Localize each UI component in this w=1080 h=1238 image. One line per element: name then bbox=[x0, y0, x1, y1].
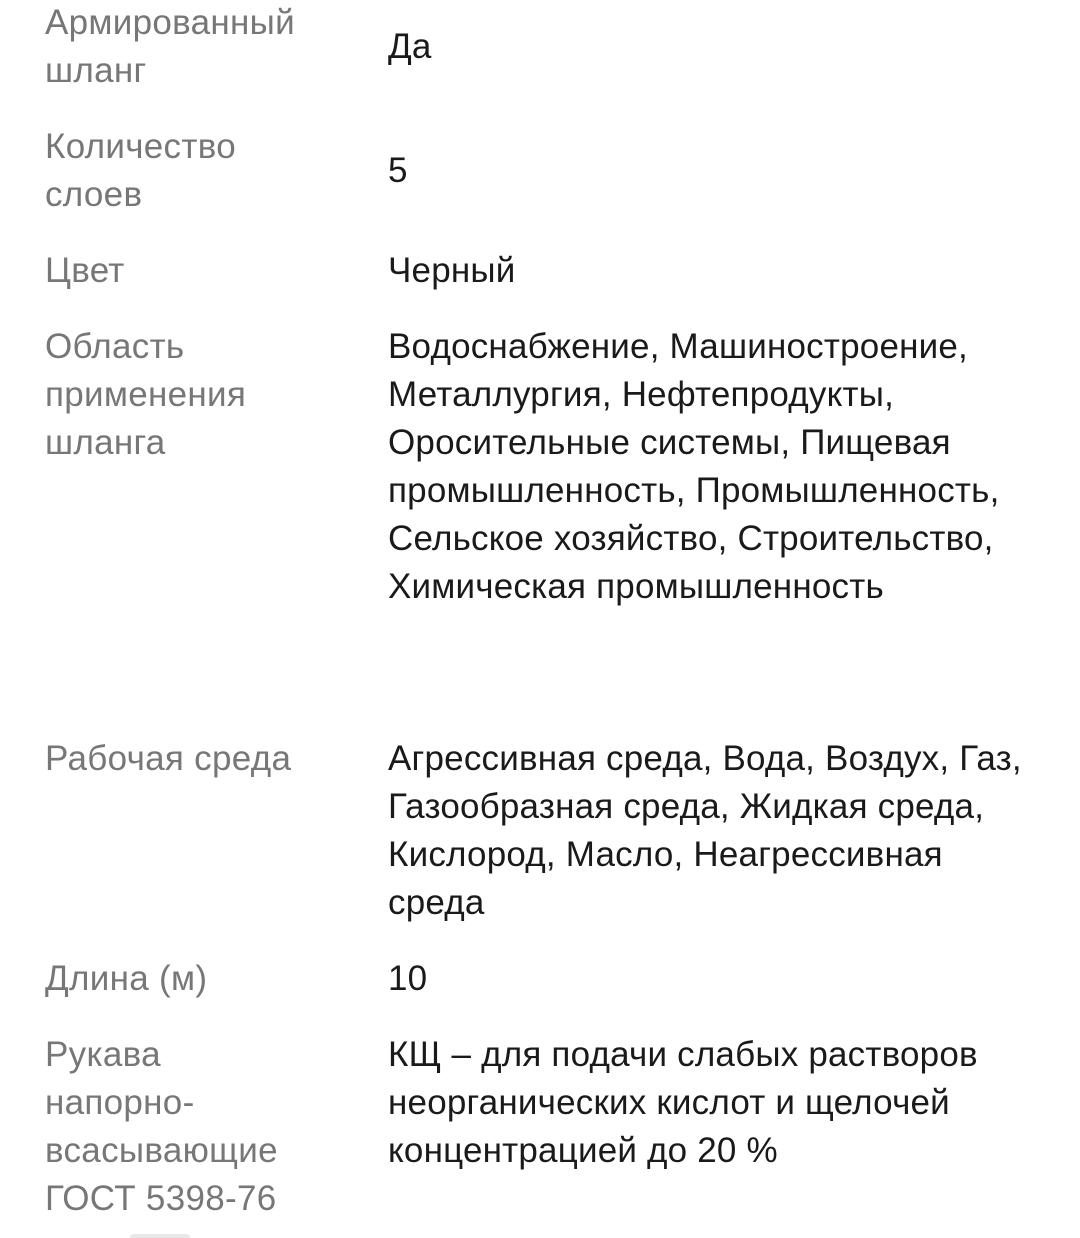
spec-label-text: Армированный шланг bbox=[45, 3, 295, 90]
spec-value-text: 5 bbox=[388, 151, 408, 190]
spec-value bbox=[388, 23, 1045, 71]
spec-label-text: Рукава напорно-всасывающие ГОСТ 5398-76 bbox=[45, 1035, 278, 1218]
spec-value bbox=[388, 323, 1045, 611]
spec-value-text: Да bbox=[388, 27, 432, 66]
spec-value-text: Водоснабжение, Машиностроение, Металлургия, Нефтепродукты, Оросительные системы, Пищевая промышленность, Промышленность, Сельское хозяйство, Строительство, Химическая промышленность bbox=[388, 327, 1000, 606]
spec-row-gost bbox=[45, 1031, 1045, 1223]
spec-row-application bbox=[45, 323, 1045, 611]
spec-label bbox=[45, 247, 388, 295]
spec-value bbox=[388, 955, 1045, 1003]
spec-value bbox=[388, 735, 1045, 927]
spec-label-text: Область применения шланга bbox=[45, 327, 247, 462]
spec-value bbox=[388, 1031, 1045, 1175]
spec-value-text: 10 bbox=[388, 959, 428, 998]
spec-label bbox=[45, 1031, 315, 1223]
spec-label bbox=[45, 323, 295, 467]
spec-value bbox=[388, 247, 1045, 295]
spec-value-text: Агрессивная среда, Вода, Воздух, Газ, Газообразная среда, Жидкая среда, Кислород, Масло, Неагрессивная среда bbox=[388, 739, 1022, 922]
spec-label-text: Цвет bbox=[45, 251, 125, 290]
spec-label bbox=[45, 0, 388, 95]
bottom-edge-shadow bbox=[130, 1234, 190, 1238]
spec-label-text: Длина (м) bbox=[45, 959, 208, 998]
spec-value-text: КЩ – для подачи слабых растворов неорганических кислот и щелочей концентрацией до 20 % bbox=[388, 1035, 978, 1170]
spec-row-length bbox=[45, 955, 1045, 1003]
spec-row-layers bbox=[45, 123, 1045, 219]
spec-row-color bbox=[45, 247, 1045, 295]
spec-row-medium bbox=[45, 735, 1045, 927]
spec-label-text: Количество слоев bbox=[45, 127, 236, 214]
spec-row-reinforced bbox=[45, 0, 1045, 95]
spec-label bbox=[45, 123, 305, 219]
spec-value bbox=[388, 147, 1045, 195]
spec-label-text: Рабочая среда bbox=[45, 739, 292, 778]
spec-value-text: Черный bbox=[388, 251, 516, 290]
spec-label bbox=[45, 735, 388, 783]
spec-label bbox=[45, 955, 388, 1003]
